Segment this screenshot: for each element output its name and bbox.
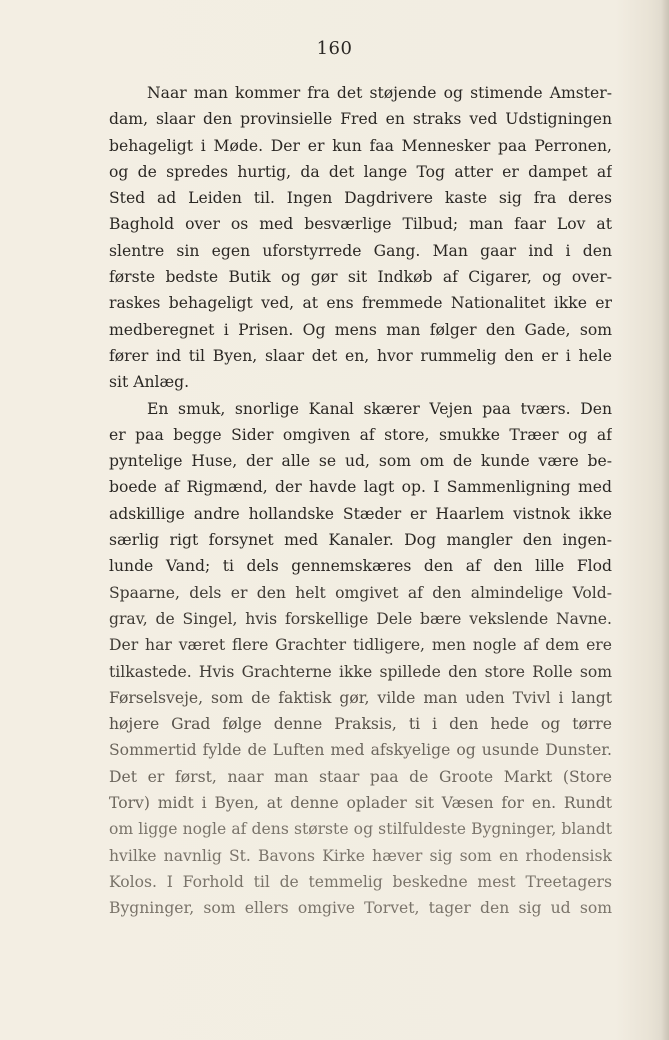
text-line: særlig rigt forsynet med Kanaler. Dog mangler den ingen- <box>109 531 612 550</box>
text-line: pyntelige Huse, der alle se ud, som om de kunde være be- <box>109 452 612 471</box>
text-line: fører ind til Byen, slaar det en, hvor rummelig den er i hele <box>109 346 612 365</box>
text-line: Sted ad Leiden til. Ingen Dagdrivere kaste sig fra deres <box>109 189 612 208</box>
text-line: Der har været flere Grachter tidligere, men nogle af dem ere <box>109 636 612 655</box>
text-line: Førselsveje, som de faktisk gør, vilde man uden Tvivl i langt <box>109 688 612 707</box>
text-line: grav, de Singel, hvis forskellige Dele bære vekslende Navne. <box>109 609 612 628</box>
text-line: højere Grad følge denne Praksis, ti i den hede og tørre <box>109 715 612 734</box>
text-line: dam, slaar den provinsielle Fred en straks ved Udstigningen <box>109 110 612 129</box>
text-line: om ligge nogle af dens største og stilfuldeste Bygninger, blandt <box>109 820 612 839</box>
body-text <box>109 80 612 922</box>
text-line: Naar man kommer fra det støjende og stimende Amster- <box>147 84 612 102</box>
page-edge-shadow <box>661 0 669 1040</box>
text-line: er paa begge Sider omgiven af store, smukke Træer og af <box>109 425 612 444</box>
text-line: Bygninger, som ellers omgive Torvet, tager den sig ud som <box>109 899 612 918</box>
text-line: behageligt i Møde. Der er kun faa Mennesker paa Perronen, <box>109 136 612 155</box>
text-line: sit Anlæg. <box>109 373 190 392</box>
page-number: 160 <box>316 38 353 59</box>
text-line: og de spredes hurtig, da det lange Tog atter er dampet af <box>109 162 612 181</box>
text-line: slentre sin egen uforstyrrede Gang. Man gaar ind i den <box>109 241 612 260</box>
text-line: medberegnet i Prisen. Og mens man følger den Gade, som <box>109 320 612 339</box>
text-line: tilkastede. Hvis Grachterne ikke spillede den store Rolle som <box>109 662 612 681</box>
text-line: Det er først, naar man staar paa de Groote Markt (Store <box>109 767 612 786</box>
text-line: Baghold over os med besværlige Tilbud; man faar Lov at <box>109 215 612 234</box>
text-line: hvilke navnlig St. Bavons Kirke hæver sig som en rhodensisk <box>109 846 612 865</box>
text-line: Kolos. I Forhold til de temmelig beskedne mest Treetagers <box>109 872 612 891</box>
text-line: En smuk, snorlige Kanal skærer Vejen paa tværs. Den <box>147 399 612 418</box>
text-line: adskillige andre hollandske Stæder er Haarlem vistnok ikke <box>109 504 612 523</box>
text-line: Sommertid fylde de Luften med afskyelige og usunde Dunster. <box>109 741 612 760</box>
text-line: Spaarne, dels er den helt omgivet af den almindelige Vold- <box>109 583 612 602</box>
text-line: lunde Vand; ti dels gennemskæres den af den lille Flod <box>109 557 612 576</box>
text-line: boede af Rigmænd, der havde lagt op. I Sammenligning med <box>109 478 612 497</box>
text-line: Torv) midt i Byen, at denne oplader sit Væsen for en. Rundt <box>109 794 612 813</box>
text-line: raskes behageligt ved, at ens fremmede Nationalitet ikke er <box>109 294 612 313</box>
text-line: første bedste Butik og gør sit Indkøb af Cigarer, og over- <box>109 268 612 287</box>
